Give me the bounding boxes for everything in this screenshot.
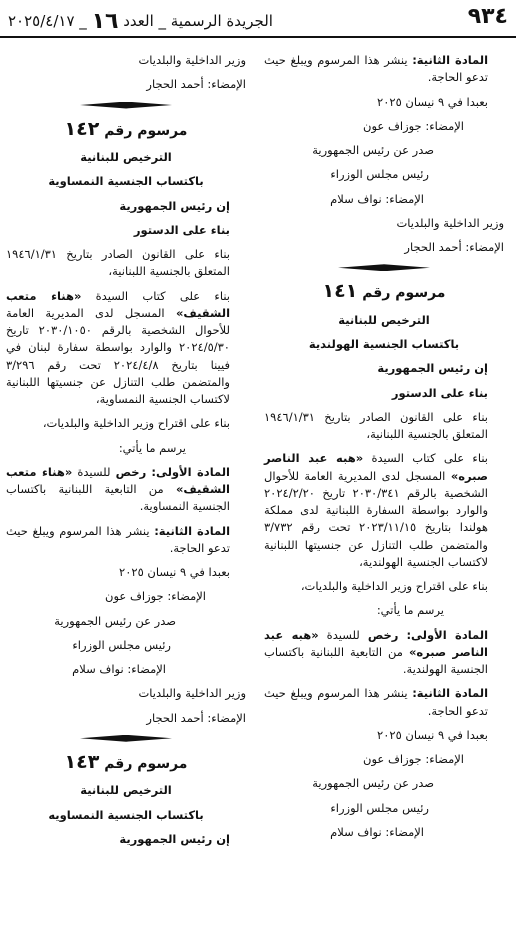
decree-141-constitution: بناء على الدستور bbox=[391, 385, 488, 400]
decree-142-article-2: المادة الثانية: ينشر هذا المرسوم ويبلغ حيث تدعو الحاجة. bbox=[6, 523, 231, 555]
decree-142-title: مرسوم رقم ١٤٢ bbox=[64, 117, 188, 140]
decree-142-line1: الترخيص للبنانية bbox=[80, 150, 172, 164]
issued-by: صدر عن رئيس الجمهورية bbox=[312, 143, 434, 157]
decree-141-decrees: يرسم ما يأتي: bbox=[376, 603, 444, 618]
decree-142-place-date: بعبدا في ٩ نيسان ٢٠٢٥ bbox=[119, 565, 230, 579]
decree-142-sign-pm: الإمضاء: نواف سلام bbox=[72, 662, 166, 676]
decree-143-line2: باكتساب الجنسية النمساويه bbox=[48, 807, 204, 822]
decree-143-line1: الترخيص للبنانية bbox=[80, 783, 172, 798]
decree-141-president: إن رئيس الجمهورية bbox=[377, 361, 488, 376]
decree-141-article-2: المادة الثانية: ينشر هذا المرسوم ويبلغ حيث تدعو الحاجة. bbox=[264, 686, 489, 718]
signature-interior: الإمضاء: أحمد الحجار bbox=[146, 77, 246, 92]
decree-142-interior-title: وزير الداخلية والبلديات bbox=[138, 686, 246, 701]
decree-141-law: بناء على القانون الصادر بتاريخ ١٩٤٦/١/٣١ المتعلق بالجنسية اللبنانية، bbox=[264, 409, 488, 441]
decree-142-decrees: يرسم ما يأتي: bbox=[118, 440, 186, 455]
decree-142-proposal: بناء على اقتراح وزير الداخلية والبلديات، bbox=[42, 416, 230, 431]
decree-143-title: مرسوم رقم ١٤٣ bbox=[64, 750, 188, 773]
decree-142-issued-by: صدر عن رئيس الجمهورية bbox=[54, 613, 176, 628]
decree-142-article-1: المادة الأولى: رخص للسيدة «هناء متعب الشقيف» من التابعية اللبنانية باكتساب الجنسية النمساوية. bbox=[6, 464, 230, 514]
decree-141-book: بناء على كتاب السيدة «هبه عبد الناصر صبره» المسجل لدى المديرية العامة للأحوال الشخصية بالرقم ٢٠٣٠/٣٤١ تاريخ ٢٠٢٤/٢/٢٠ والوارد بواسطة السفارة اللبنانية لدى مملكة هولندا بتاريخ ٢٠٢٣/١١/١٥ تحت رقم ٣/٧٣٢ والمتضمن طلب التنازل عن جنسيتها اللبنانية لاكتساب الجنسية الهولندية، bbox=[264, 451, 489, 569]
page-header bbox=[0, 0, 516, 38]
journal-header bbox=[8, 9, 273, 34]
decree-141-pm-title: رئيس مجلس الوزراء bbox=[330, 800, 429, 815]
decree-141-title: مرسوم رقم ١٤١ bbox=[322, 280, 446, 303]
place-date: بعبدا في ٩ نيسان ٢٠٢٥ bbox=[377, 94, 488, 109]
signature-interior: الإمضاء: أحمد الحجار bbox=[404, 240, 504, 254]
decree-142-sign-interior: الإمضاء: أحمد الحجار bbox=[146, 710, 246, 725]
issue-number: ١٦ bbox=[91, 9, 119, 34]
decree-141-sign-pm: الإمضاء: نواف سلام bbox=[330, 824, 424, 839]
interior-title: وزير الداخلية والبلديات bbox=[396, 215, 504, 230]
article-2-140: المادة الثانية: ينشر هذا المرسوم ويبلغ حيث تدعو الحاجة. bbox=[264, 53, 489, 85]
separator bbox=[80, 735, 172, 742]
decree-142-sign-president: الإمضاء: جوزاف عون bbox=[105, 589, 206, 604]
decree-141-article-1: المادة الأولى: رخص للسيدة «هبه عبد الناصر صبره» من التابعية اللبنانية باكتساب الجنسية الهولندية. bbox=[264, 627, 489, 676]
journal-title: الجريدة الرسمية _ العدد bbox=[123, 12, 273, 30]
decree-142-president: إن رئيس الجمهورية bbox=[119, 198, 230, 213]
separator bbox=[80, 102, 172, 109]
decree-141-issued-by: صدر عن رئيس الجمهورية bbox=[312, 776, 434, 791]
decree-142-line2: باكتساب الجنسية النمساوية bbox=[48, 174, 204, 189]
pm-title: رئيس مجلس الوزراء bbox=[330, 167, 429, 182]
decree-143-president: إن رئيس الجمهورية bbox=[119, 831, 230, 846]
signature-pm: الإمضاء: نواف سلام bbox=[330, 191, 424, 206]
decree-141-place-date: بعبدا في ٩ نيسان ٢٠٢٥ bbox=[377, 727, 488, 742]
decree-141-proposal: بناء على اقتراح وزير الداخلية والبلديات، bbox=[300, 579, 488, 593]
decree-142-constitution: بناء على الدستور bbox=[133, 222, 230, 237]
decree-141-line1: الترخيص للبنانية bbox=[338, 312, 430, 327]
issue-date: _ ٢٠٢٥/٤/١٧ bbox=[8, 12, 87, 30]
signature-president: الإمضاء: جوزاف عون bbox=[363, 118, 464, 133]
separator bbox=[338, 264, 430, 271]
right-column bbox=[264, 52, 504, 848]
interior-title: وزير الداخلية والبلديات bbox=[138, 53, 246, 67]
page-number: ٩٣٤ bbox=[467, 4, 508, 29]
decree-142-book: بناء على كتاب السيدة «هناء متعب الشقيف» المسجل لدى المديرية العامة للأحوال الشخصية بالرقم ٢٠٣٠/١٠٥٠ تاريخ ٢٠٢٤/٥/٣٠ والوارد بواسطة سفارة لبنان في فيينا بتاريخ ٢٠٢٤/٤/٨ تحت رقم ٣/٢٩٦ والمتضمن طلب التنازل عن جنسيتها اللبنانية لاكتساب الجنسية النمساوية، bbox=[6, 288, 231, 406]
decree-141-line2: باكتساب الجنسية الهولندية bbox=[308, 337, 460, 351]
decree-142-pm-title: رئيس مجلس الوزراء bbox=[72, 637, 171, 652]
decree-141-sign-president: الإمضاء: جوزاف عون bbox=[363, 752, 464, 766]
left-column bbox=[6, 52, 246, 855]
decree-142-law: بناء على القانون الصادر بتاريخ ١٩٤٦/١/٣١ المتعلق بالجنسية اللبنانية، bbox=[6, 247, 230, 279]
